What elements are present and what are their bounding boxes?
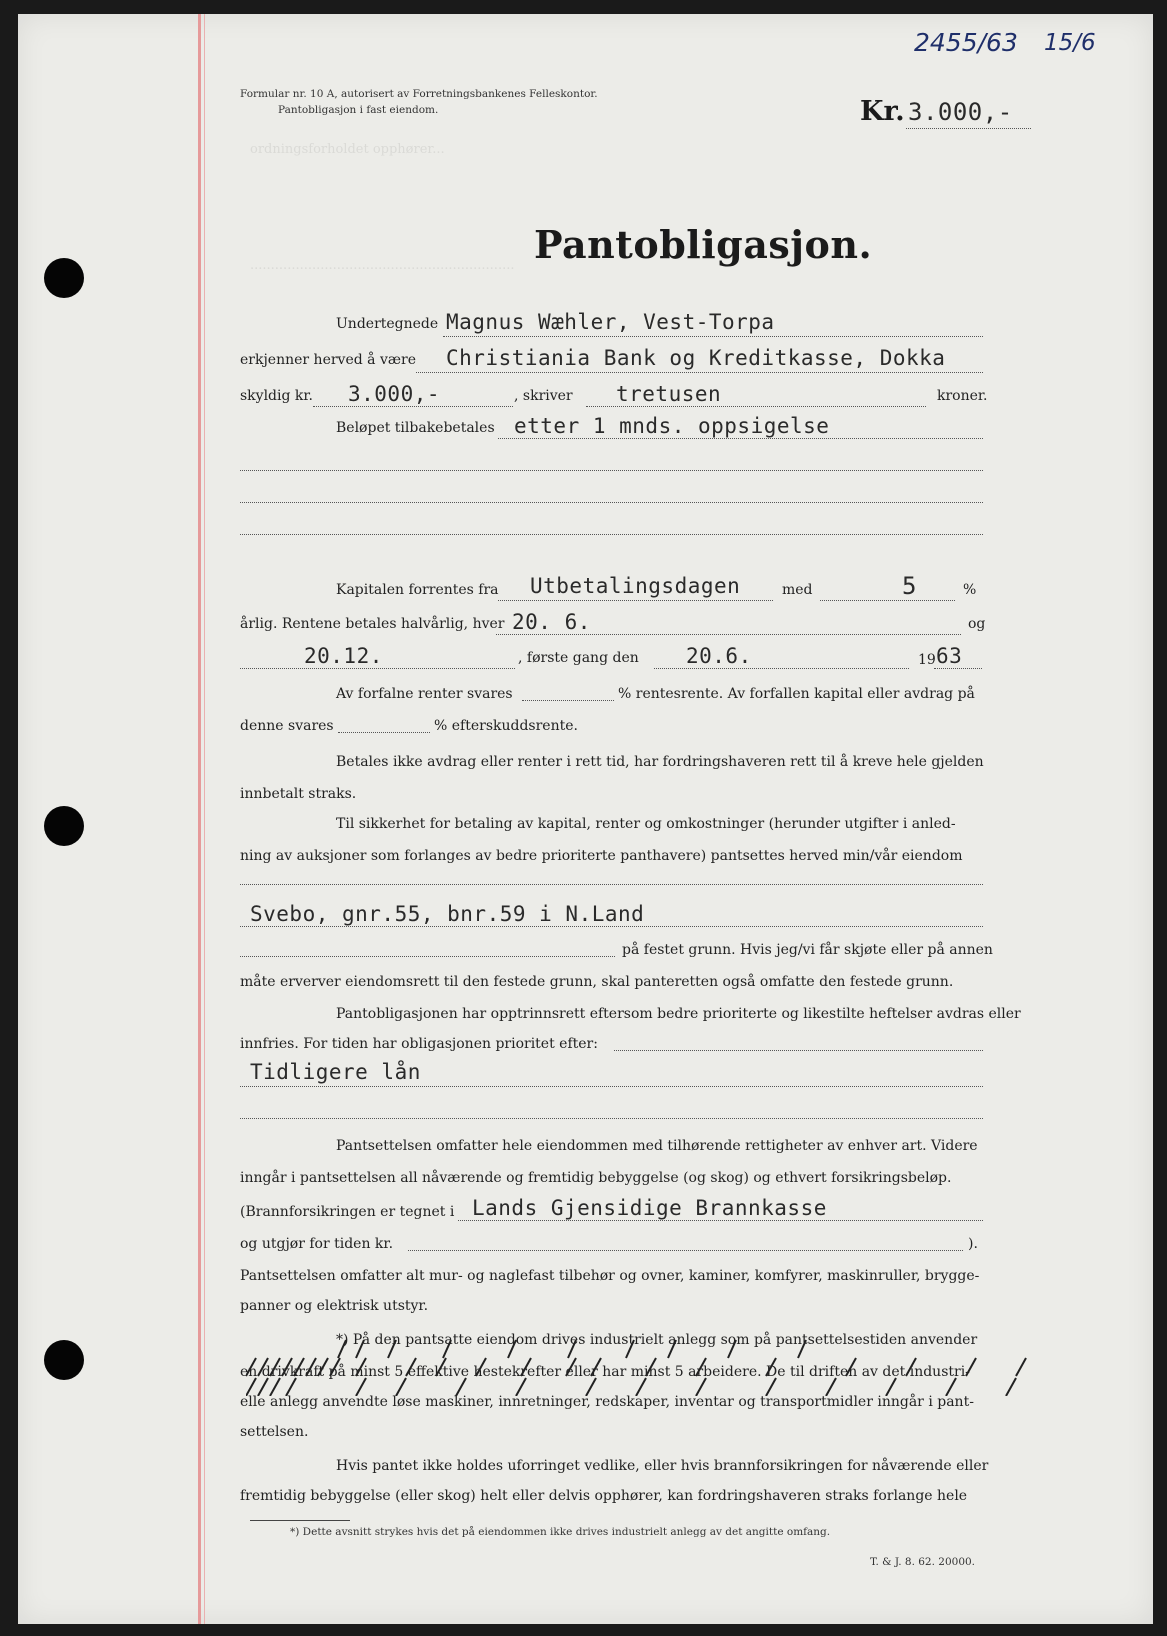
erkjenner-label: erkjenner herved å være [240, 352, 416, 368]
undertegnede-line [443, 336, 983, 337]
text-line: Pantsettelsen omfatter hele eiendommen med tilhørende rettigheter av enhver art. Videre [336, 1138, 978, 1154]
punch-hole-icon [44, 258, 84, 298]
text-line: og utgjør for tiden kr. [240, 1236, 394, 1252]
red-margin-line [198, 14, 201, 1624]
text-line: Pantobligasjonen har opptrinnsrett eftersom bedre prioriterte og likestilte heftelser avdras eller [336, 1006, 1021, 1022]
kapitalen-label: Kapitalen forrentes fra [336, 582, 499, 598]
year-line [934, 668, 982, 669]
forste-label: , første gang den [518, 650, 639, 666]
kapitalen-value: Utbetalingsdagen [530, 574, 741, 598]
blank-line [522, 700, 614, 701]
arlig-label: årlig. Rentene betales halvårlig, hver [240, 616, 505, 632]
text-line: settelsen. [240, 1424, 309, 1440]
date-mark: 15/6 [1044, 30, 1096, 56]
interest-rate-value: 5 [902, 572, 917, 600]
form-type-line: Pantobligasjon i fast eiendom. [278, 104, 439, 116]
erkjenner-line [416, 372, 983, 373]
blank-line [240, 470, 983, 471]
printer-mark: T. & J. 8. 62. 20000. [870, 1556, 976, 1568]
skyldig-line [313, 406, 513, 407]
first-date-line [496, 634, 961, 635]
text-line: Hvis pantet ikke holdes uforringet vedlike, eller hvis brannforsikringen for nåværende eller [336, 1458, 989, 1474]
text-line: (Brannforsikringen er tegnet i [240, 1204, 455, 1220]
med-label: med [782, 582, 813, 598]
skriver-label: , skriver [514, 388, 573, 404]
document-page: ordningsforholdet opphører... ................................................................ 2455/63 15/6 Formular nr. 10 A, autorisert av Forretningsbankenes Felleskontor. Pantobligasjon i fast eiendom. Kr. 3.000,- Pantobligasjon. Undertegnede Magnus Wæhler, Vest-Torpa erkjenner herved å være Christiania Bank og Kreditkasse, Dokka skyldig kr. 3.000,- , skriver tretusen kroner. Beløpet tilbakebetales etter 1 mnds. oppsigelse Kapitalen forrentes fra Utbetalingsdagen med 5 % årlig. Rentene betales halvårlig, hver 20. 6. og 20.12. , første gang den 20.6. 19 63 Av forfalne renter svares % rentesrente. Av forfallen kapital eller avdrag på denne svares % efterskuddsrente. Betales ikke avdrag eller renter i rett tid, har fordringshaveren rett til å kreve hele gjelden innbetalt straks. Til sikkerhet for betaling av kapital, renter og omkostninger (herunder utgifter i anled- ning av auksjoner som forlanges av bedre prioriterte panthavere) pantsettes herved min/vår eiendom Svebo, gnr.55, bnr.59 i N.Land på festet grunn. Hvis jeg/vi får skjøte eller på annen måte erverver eiendomsrett til den festede grunn, skal panteretten også omfatte den festede grunn. Pantobligasjonen har opptrinnsrett eftersom bedre prioriterte og likestilte heftelser avdras eller innfries. For tiden har obligasjonen prioritet efter: Tidligere lån Pantsettelsen omfatter hele eiendommen med tilhørende rettigheter av enhver art. Videre inngår i pantsettelsen all nåværende og fremtidig bebyggelse (og skog) og ethvert forsikringsbeløp. (Brannforsikringen er tegnet i Lands Gjensidige Brannkasse og utgjør for tiden kr. ). Pantsettelsen omfatter alt mur- og naglefast tilbehør og ovner, kaminer, komfyrer, maskinruller, brygge- panner og elektrisk utstyr. *) På den pantsatte eiendom drives industrielt anlegg som på pantsettelsestiden anvender en drivkraft på minst 5 effektive hestekrefter eller har minst 5 arbeidere. De til driften av det industri- elle anlegg anvendte løse maskiner, innretninger, redskaper, inventar og transportmidler inngår i pant- settelsen. Hvis pantet ikke holdes uforringet vedlike, eller hvis brannforsikringen for nåværende eller fremtidig bebyggelse (eller skog) helt eller delvis opphører, kan fordringshaveren straks forlange hele *) Dette avsnitt strykes hvis det på eiendommen ikke drives industrielt anlegg av det angitte omfang. T. & J. 8. 62. 20000. [18, 14, 1153, 1624]
skriver-line [586, 406, 926, 407]
text-line: % efterskuddsrente. [434, 718, 578, 734]
punch-hole-icon [44, 806, 84, 846]
belopet-value: etter 1 mnds. oppsigelse [514, 414, 830, 438]
text-line: Betales ikke avdrag eller renter i rett tid, har fordringshaveren rett til å kreve hele gjelden [336, 754, 984, 770]
text-line: innfries. For tiden har obligasjonen prioritet efter: [240, 1036, 598, 1052]
prioritet-line-2 [240, 1086, 983, 1087]
prioritet-line [614, 1050, 983, 1051]
text-line: panner og elektrisk utstyr. [240, 1298, 429, 1314]
first-payment-date: 20. 6. [512, 610, 591, 634]
footnote-rule [250, 1520, 350, 1521]
red-margin-line-secondary [204, 14, 205, 1624]
amount-line [906, 128, 1031, 129]
amount-value: 3.000,- [908, 98, 1013, 126]
text-line: på festet grunn. Hvis jeg/vi får skjøte eller på annen [622, 942, 993, 958]
year-prefix: 19 [918, 652, 936, 668]
insurance-amount-line [408, 1250, 963, 1251]
document-title: Pantobligasjon. [534, 222, 873, 267]
skriver-value: tretusen [616, 382, 722, 406]
amount-label: Kr. [860, 96, 905, 127]
insurance-company-value: Lands Gjensidige Brannkasse [472, 1196, 827, 1220]
property-line-2 [240, 956, 615, 957]
text-line: Av forfalne renter svares [336, 686, 513, 702]
text-line: ning av auksjoner som forlanges av bedre prioriterte panthavere) pantsettes herved min/vår eiendom [240, 848, 963, 864]
strike-through-marks [246, 1332, 1046, 1396]
text-line: innbetalt straks. [240, 786, 357, 802]
second-date-line [240, 668, 515, 669]
blank-line [240, 502, 983, 503]
blank-line [240, 1118, 983, 1119]
text-line: inngår i pantsettelsen all nåværende og fremtidig bebyggelse (og skog) og ethvert forsikringsbeløp. [240, 1170, 952, 1186]
forste-line [654, 668, 909, 669]
belopet-line [498, 438, 983, 439]
text-line: elle anlegg anvendte løse maskiner, innretninger, redskaper, inventar og transportmidler inngår i pant- [240, 1394, 974, 1410]
footnote: *) Dette avsnitt strykes hvis det på eiendommen ikke drives industrielt anlegg av det angitte omfang. [290, 1526, 831, 1538]
text-line: % rentesrente. Av forfallen kapital eller avdrag på [618, 686, 975, 702]
blank-line [240, 534, 983, 535]
percent-sign: % [963, 582, 977, 598]
forste-value: 20.6. [686, 644, 752, 668]
text-line: en drivkraft på minst 5 effektive hestekrefter eller har minst 5 arbeidere. De til driften av det industri- [240, 1364, 970, 1380]
property-value: Svebo, gnr.55, bnr.59 i N.Land [250, 902, 645, 926]
text-line: fremtidig bebyggelse (eller skog) helt eller delvis opphører, kan fordringshaveren straks forlange hele [240, 1488, 968, 1504]
og-label: og [968, 616, 986, 632]
text-line: *) På den pantsatte eiendom drives industrielt anlegg som på pantsettelsestiden anvender [336, 1332, 978, 1348]
archive-number: 2455/63 [914, 28, 1018, 57]
punch-hole-icon [44, 1340, 84, 1380]
prioritet-value: Tidligere lån [250, 1060, 421, 1084]
undertegnede-label: Undertegnede [336, 316, 439, 332]
creditor-value: Christiania Bank og Kreditkasse, Dokka [446, 346, 946, 370]
year-suffix: 63 [936, 644, 963, 668]
insurance-line [458, 1220, 983, 1221]
belopet-label: Beløpet tilbakebetales [336, 420, 495, 436]
kapitalen-line [498, 600, 773, 601]
form-authorization-line: Formular nr. 10 A, autorisert av Forretningsbankenes Felleskontor. [240, 88, 598, 100]
text-line: måte erverver eiendomsrett til den festede grunn, skal panteretten også omfatte den festede grunn. [240, 974, 954, 990]
text-line: Til sikkerhet for betaling av kapital, renter og omkostninger (herunder utgifter i anled- [336, 816, 956, 832]
text-line: denne svares [240, 718, 334, 734]
skyldig-label: skyldig kr. [240, 388, 313, 404]
text-line: ). [968, 1236, 978, 1252]
undertegnede-value: Magnus Wæhler, Vest-Torpa [446, 310, 775, 334]
skyldig-value: 3.000,- [348, 382, 441, 406]
blank-line [338, 732, 430, 733]
rate-line [820, 600, 955, 601]
second-payment-date: 20.12. [304, 644, 383, 668]
kroner-label: kroner. [937, 388, 988, 404]
text-line: Pantsettelsen omfatter alt mur- og naglefast tilbehør og ovner, kaminer, komfyrer, maskinruller, brygge- [240, 1268, 980, 1284]
blank-line [240, 884, 983, 885]
property-line [240, 926, 983, 927]
